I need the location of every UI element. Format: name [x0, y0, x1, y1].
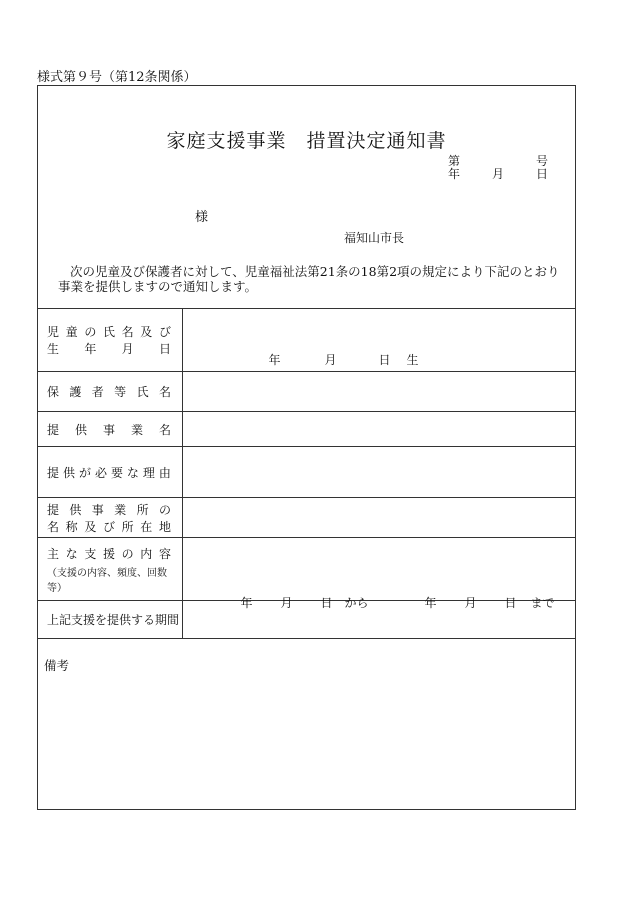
reason-field[interactable] — [182, 447, 575, 498]
addressee: 様 — [195, 210, 209, 225]
period-field[interactable]: 年 月 日 から 年 月 日 まで — [182, 601, 575, 639]
reason-label: 提 供 が 必 要 な 理 由 — [38, 447, 182, 498]
issuer: 福知山市長 — [344, 231, 405, 245]
support-content-label: 主 な 支 援 の 内 容 （支援の内容、頻度、回数等） — [38, 538, 182, 601]
child-name-birth-field[interactable]: 年 月 日 生 — [182, 309, 575, 372]
form-frame — [37, 85, 576, 810]
date-day: 日 — [536, 167, 549, 181]
table-row — [38, 447, 575, 498]
guardian-name-label: 保 護 者 等 氏 名 — [38, 372, 182, 412]
intro-text: 次の児童及び保護者に対して、児童福祉法第21条の18第2項の規定により下記のとおり事業を提供しますので通知します。 — [58, 264, 560, 294]
date-month: 月 — [492, 167, 505, 181]
office-label: 提 供 事 業 所 の 名 称 及 び 所 在 地 — [38, 498, 182, 538]
support-content-field[interactable] — [182, 538, 575, 601]
label-line: 児 童 の 氏 名 及 び — [47, 325, 171, 339]
label-line: 生 年 月 日 — [47, 342, 171, 356]
table-row — [38, 538, 575, 601]
support-content-note: （支援の内容、頻度、回数等） — [47, 567, 167, 594]
table-row — [38, 309, 575, 372]
service-name-field[interactable] — [182, 412, 575, 447]
table-row — [38, 601, 575, 639]
guardian-name-field[interactable] — [182, 372, 575, 412]
number-prefix: 第 — [448, 154, 461, 168]
document-title: 家庭支援事業 措置決定通知書 — [166, 130, 447, 152]
number-suffix: 号 — [536, 154, 549, 168]
service-name-label: 提 供 事 業 名 — [38, 412, 182, 447]
form-number: 様式第９号（第12条関係） — [37, 70, 197, 85]
details-table — [38, 308, 575, 640]
child-name-birth-label — [38, 309, 182, 372]
period-label: 上記支援を提供する期間 — [38, 601, 182, 639]
office-field[interactable] — [182, 498, 575, 538]
table-row — [38, 498, 575, 538]
period-from: から — [344, 596, 369, 610]
date-year: 年 — [448, 167, 461, 181]
table-row — [38, 372, 575, 412]
period-to: まで — [530, 596, 555, 610]
table-row — [38, 412, 575, 447]
remarks-label: 備考 — [44, 658, 70, 673]
